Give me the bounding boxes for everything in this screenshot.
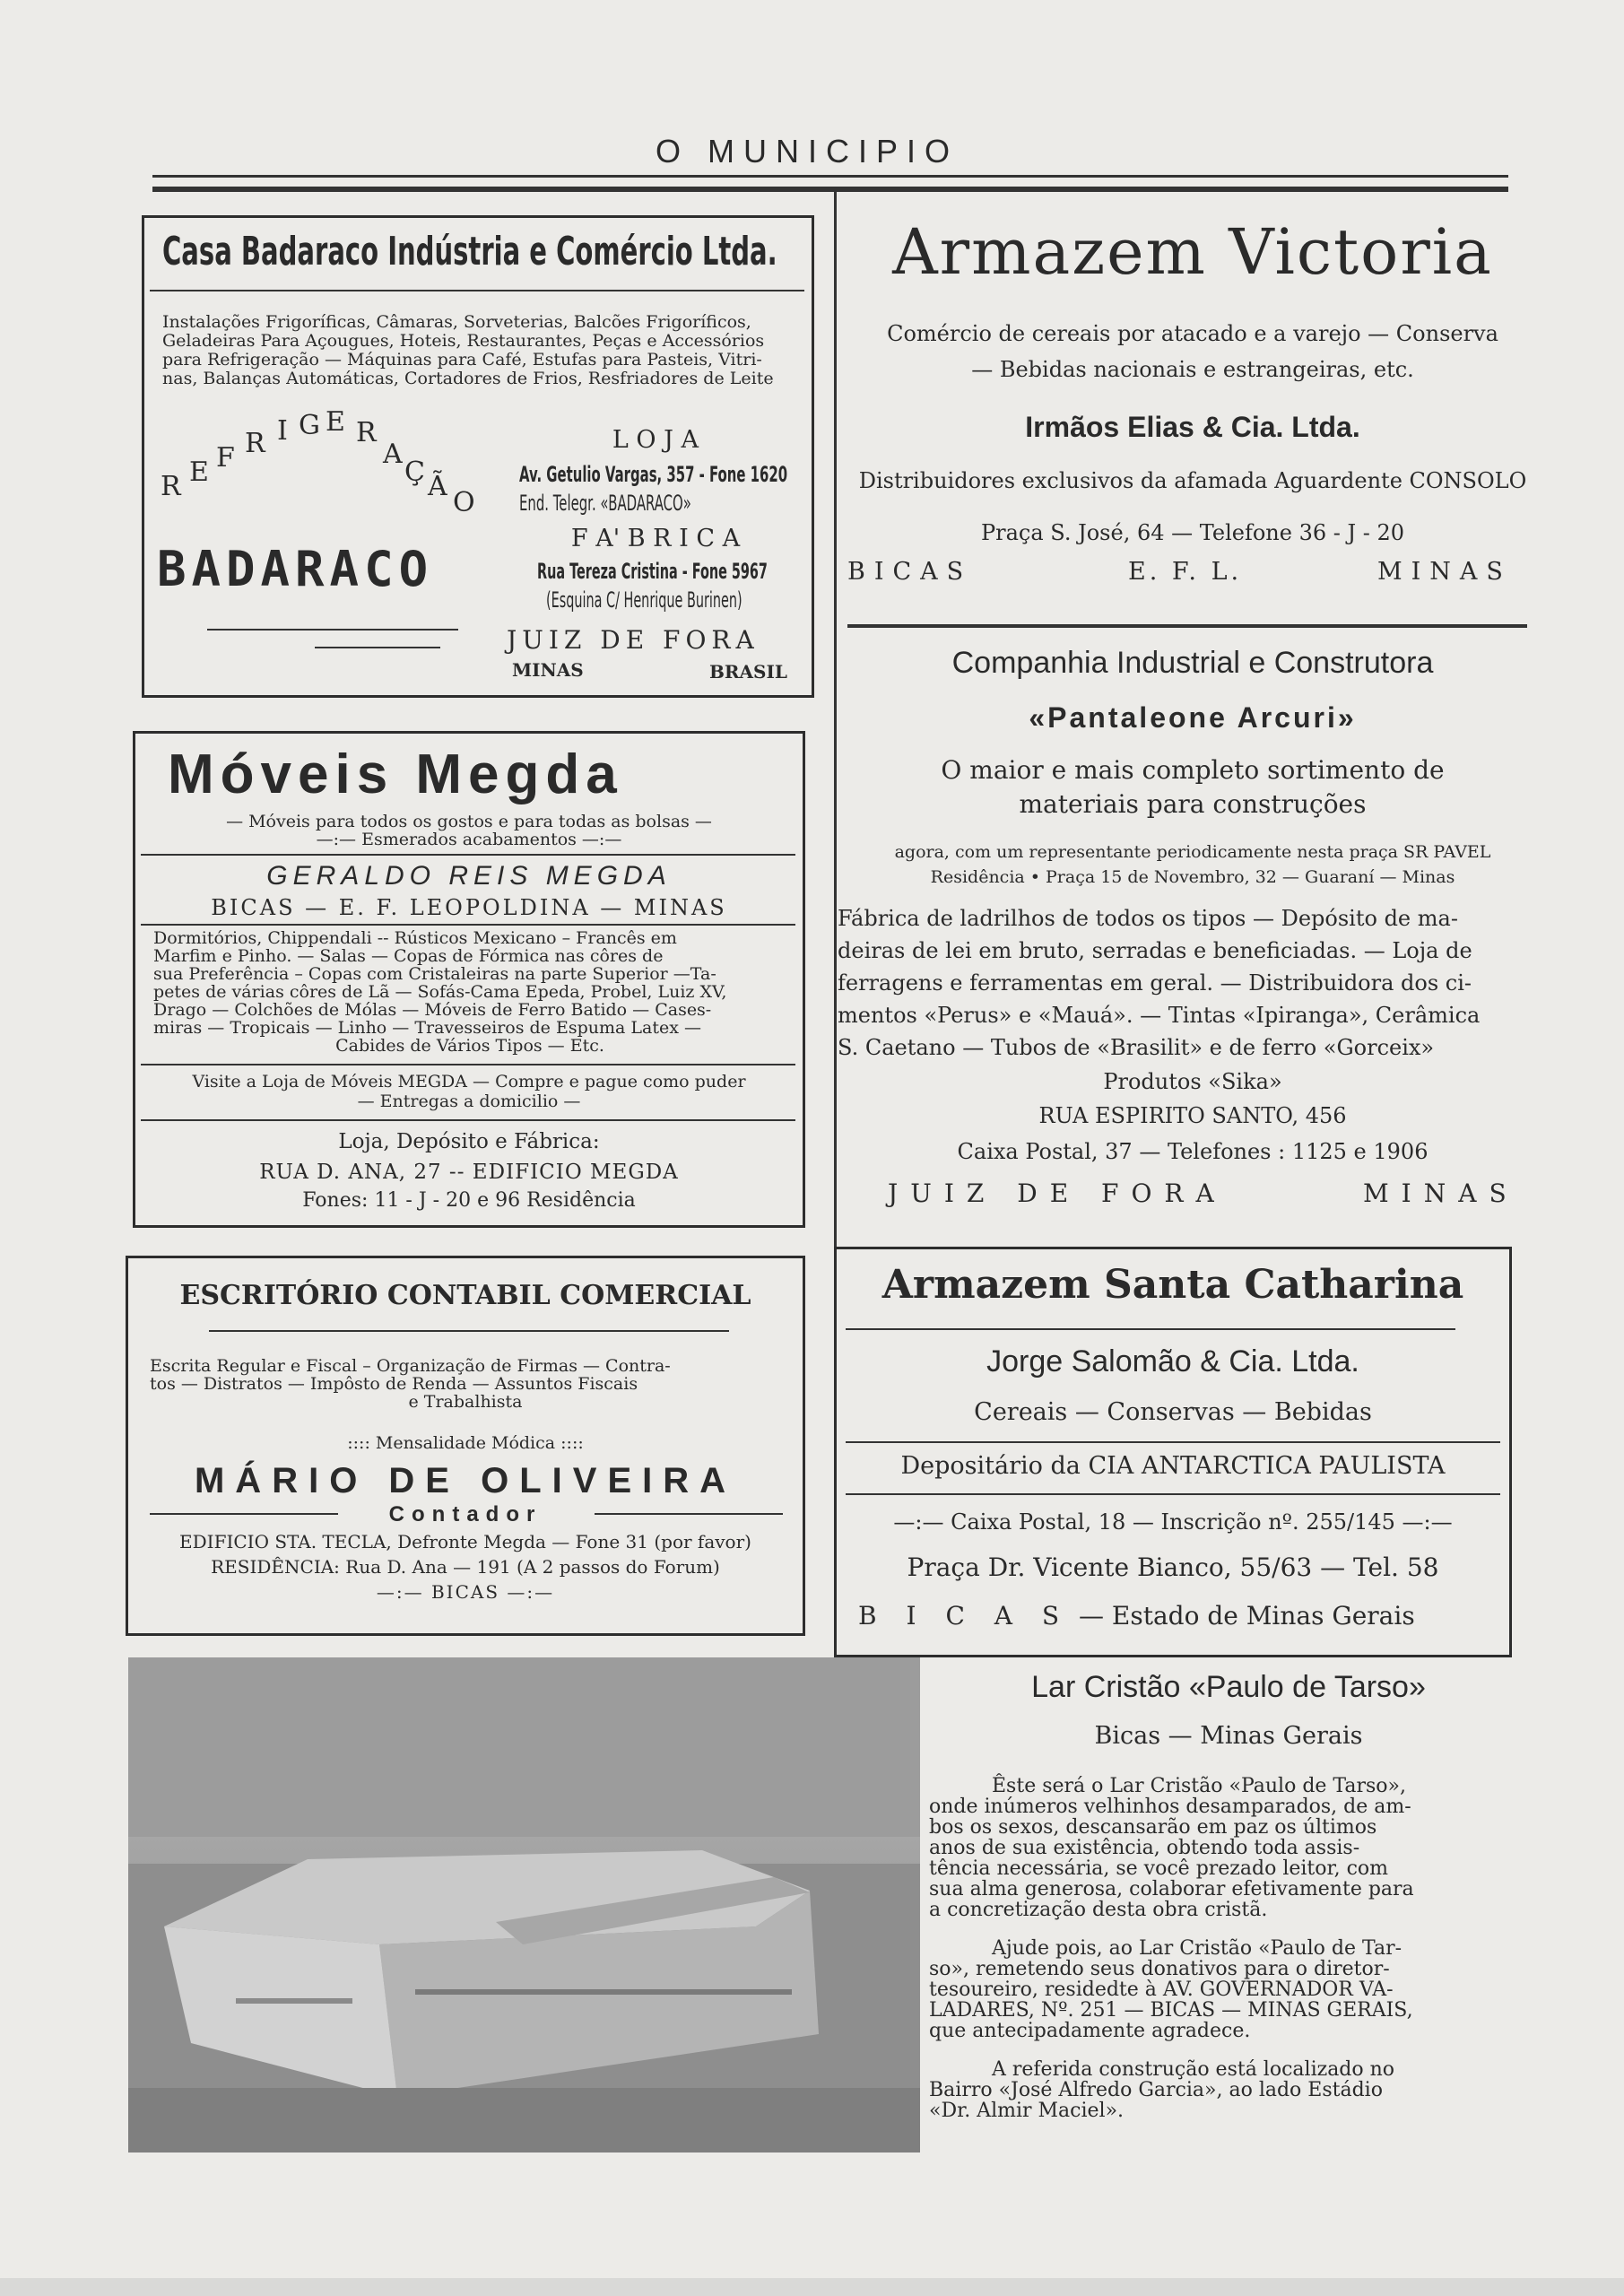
victoria-city: BICAS [847, 558, 973, 586]
lar-subtitle: Bicas — Minas Gerais [1094, 1722, 1363, 1750]
badaraco-title-rule [150, 290, 804, 291]
catharina-company: Jorge Salomão & Cia. Ltda. [986, 1344, 1359, 1378]
pantaleone-phones: Caixa Postal, 37 — Telefones : 1125 e 1906 [957, 1139, 1429, 1164]
catharina-title-wrap [837, 1262, 1509, 1308]
megda-title: Móveis Megda [168, 744, 623, 805]
pantaleone-rep-2: Residência • Praça 15 de Novembro, 32 — Guaraní — Minas [930, 867, 1455, 887]
megda-visit: Visite a Loja de Móveis MEGDA — Compre e pague como puder [192, 1072, 746, 1091]
badaraco-ad [142, 215, 814, 698]
catharina-goods: Cereais — Conservas — Bebidas [974, 1398, 1372, 1426]
page-title: O MUNICIPIO [655, 133, 959, 170]
badaraco-brand: BADARACO [157, 541, 434, 597]
megda-rule-1 [141, 854, 795, 856]
lar-paragraph-2: Ajude pois, ao Lar Cristão «Paulo de Tar- so», remetendo seus donativos para o diretor- tesoureiro, residedte à AV. GOVERNADOR VA- LADARES, Nº. 251 — BICAS — MINAS GERAIS, que antecipadamente agradece. [929, 1937, 1413, 2042]
badaraco-city: JUIZ DE FORA [507, 625, 760, 655]
megda-location: BICAS — E. F. LEOPOLDINA — MINAS [211, 895, 727, 920]
badaraco-description: Instalações Frigoríficas, Câmaras, Sorveterias, Balcões Frigoríficos, Geladeiras Para Açougues, Hoteis, Restaurantes, Peças e Accessórios para Refrigeração — Máquinas para Café, Estufas para Pasteis, Vitri- nas, Balanças Automáticas, Cortadores de Frios, Resfriadores de Leite [162, 312, 774, 388]
megda-rule-2 [141, 924, 795, 926]
victoria-address: Praça S. José, 64 — Telefone 36 - J - 20 [980, 520, 1405, 545]
pantaleone-slogan-2: materiais para construções [1019, 789, 1367, 819]
megda-rule-3 [141, 1064, 795, 1065]
pantaleone-state: MINAS [1363, 1178, 1519, 1208]
lar-body [929, 1776, 1499, 2121]
catharina-city: B I C A S [858, 1601, 1071, 1631]
escritorio-name: MÁRIO DE OLIVEIRA [194, 1461, 737, 1500]
catharina-address: Praça Dr. Vicente Bianco, 55/63 — Tel. 58 [907, 1552, 1439, 1582]
escritorio-ad [126, 1256, 805, 1636]
megda-tagline-2: —:— Esmerados acabamentos —:— [316, 830, 622, 849]
escritorio-city: —:— BICAS —:— [376, 1581, 555, 1603]
pantaleone-title: Companhia Industrial e Construtora [951, 646, 1434, 680]
escritorio-fee: :::: Mensalidade Módica :::: [347, 1433, 584, 1453]
megda-store-address: RUA D. ANA, 27 -- EDIFICIO MEGDA [259, 1161, 679, 1184]
catharina-rule-1 [846, 1328, 1455, 1330]
catharina-ad [834, 1247, 1512, 1657]
pantaleone-body: Fábrica de ladrilhos de todos os tipos — Depósito de ma- deiras de lei em bruto, serradas e beneficiadas. — Loja de ferragens e ferramentas em geral. — Distribuidora dos ci- mentos «Perus» e «Mauá». — Tintas «Ipiranga», Cerâmica S. Caetano — Tubos de «Brasilit» e de ferro «Gorceix» [838, 906, 1481, 1060]
megda-tagline: — Móveis para todos os gostos e para todas as bolsas — [226, 812, 712, 831]
victoria-title: Armazem Victoria [892, 215, 1493, 289]
escritorio-rule-2 [150, 1513, 338, 1515]
escritorio-address-1: EDIFICIO STA. TECLA, Defronte Megda — Fone 31 (por favor) [179, 1531, 751, 1552]
building-illustration [128, 1657, 920, 2152]
megda-store-label: Loja, Depósito e Fábrica: [338, 1130, 600, 1153]
fabrica-corner: (Esquina C/ Henrique Burinen) [546, 587, 743, 613]
megda-delivery: — Entregas a domicilio — [357, 1091, 581, 1111]
loja-address: Av. Getulio Vargas, 357 - Fone 1620 [519, 462, 788, 487]
pantaleone-street: RUA ESPIRITO SANTO, 456 [1038, 1103, 1347, 1128]
victoria-distrib: Distribuidores exclusivos da afamada Aguardente CONSOLO [858, 468, 1527, 493]
badaraco-country: BRASIL [709, 661, 787, 683]
building-photo [128, 1657, 920, 2152]
catharina-title: Armazem Santa Catharina [881, 1262, 1464, 1308]
badaraco-rule-b [315, 647, 440, 648]
badaraco-state: MINAS [512, 659, 584, 681]
loja-title: L O J A [612, 426, 699, 454]
catharina-state: — Estado de Minas Gerais [1079, 1601, 1415, 1631]
header-rule-2 [152, 187, 1508, 192]
megda-rule-4 [141, 1119, 795, 1121]
victoria-state: MINAS [1377, 558, 1512, 586]
megda-ad [133, 731, 805, 1228]
victoria-rule [847, 624, 1527, 628]
pantaleone-slogan-1: O maior e mais completo sortimento de [941, 755, 1445, 785]
loja-telegr: End. Telegr. «BADARACO» [519, 491, 691, 516]
lar-paragraph-3: A referida construção está localizado no Bairro «José Alfredo Garcia», ao lado Estádio «Dr. Almir Maciel». [929, 2058, 1395, 2122]
refrigeracao-arc: R E F R I G E R A Ç Ã O [161, 406, 475, 518]
megda-phones: Fones: 11 - J - 20 e 96 Residência [302, 1189, 636, 1212]
megda-owner: GERALDO REIS MEGDA [266, 861, 672, 891]
catharina-depot: Depositário da CIA ANTARCTICA PAULISTA [900, 1452, 1446, 1480]
escritorio-title-wrap [128, 1280, 803, 1311]
escritorio-rule-1 [209, 1330, 729, 1332]
lar-title: Lar Cristão «Paulo de Tarso» [1031, 1670, 1426, 1704]
header-rule [152, 175, 1508, 178]
pantaleone-rep-1: agora, com um representante periodicamente nesta praça SR PAVEL [894, 842, 1491, 862]
lar-paragraph-1: Êste será o Lar Cristão «Paulo de Tarso», onde inúmeros velhinhos desamparados, de am- bos os sexos, descansarão em paz os últimos anos de sua existência, obtendo toda assis- tência necessária, se você prezado leitor, com sua alma generosa, colaborar efetivamente para a concretização desta obra cristã. [929, 1775, 1414, 1921]
pantaleone-city: JUIZ DE FORA [888, 1178, 1227, 1208]
badaraco-rule-a [207, 629, 458, 631]
escritorio-role: Contador [388, 1502, 543, 1526]
catharina-rule-3 [846, 1493, 1500, 1495]
catharina-postal: —:— Caixa Postal, 18 — Inscrição nº. 255/145 —:— [893, 1509, 1453, 1535]
victoria-company: Irmãos Elias & Cia. Ltda. [1025, 411, 1360, 443]
escritorio-title: ESCRITÓRIO CONTABIL COMERCIAL [179, 1280, 751, 1311]
pantaleone-produtos: Produtos «Sika» [1103, 1069, 1282, 1094]
escritorio-rule-3 [595, 1513, 783, 1515]
catharina-rule-2 [846, 1441, 1500, 1443]
pantaleone-name: «Pantaleone Arcuri» [1029, 701, 1357, 734]
escritorio-services: Escrita Regular e Fiscal – Organização de Firmas — Contra- tos — Distratos — Impôsto de Renda — Assuntos Fiscais e Trabalhista [150, 1356, 671, 1412]
fabrica-title: F A' B R I C A [570, 525, 741, 552]
victoria-rail: E. F. L. [1128, 558, 1243, 586]
badaraco-title: Casa Badaraco Indústria e Comércio Ltda. [162, 229, 777, 274]
fabrica-address: Rua Tereza Cristina - Fone 5967 [537, 559, 768, 584]
escritorio-address-2: RESIDÊNCIA: Rua D. Ana — 191 (A 2 passos do Forum) [211, 1556, 720, 1578]
victoria-line-2: — Bebidas nacionais e estrangeiras, etc. [971, 357, 1414, 382]
victoria-line-1: Comércio de cereais por atacado e a varejo — Conserva [887, 321, 1498, 346]
megda-products: Dormitórios, Chippendali -- Rústicos Mexicano – Francês em Marfim e Pinho. — Salas — Copas de Fórmica nas côres de sua Preferência – Copas com Cristaleiras na parte Superior —Ta- petes de várias côres de Lã — Sofás-Cama Epeda, Probel, Luiz XV, Drago — Colchões de Mólas — Móveis de Ferro Batido — Cases- miras — Tropicais — Linho — Travesseiros de Espuma Latex — Cabides de Vários Tipos — Etc. [153, 928, 727, 1056]
